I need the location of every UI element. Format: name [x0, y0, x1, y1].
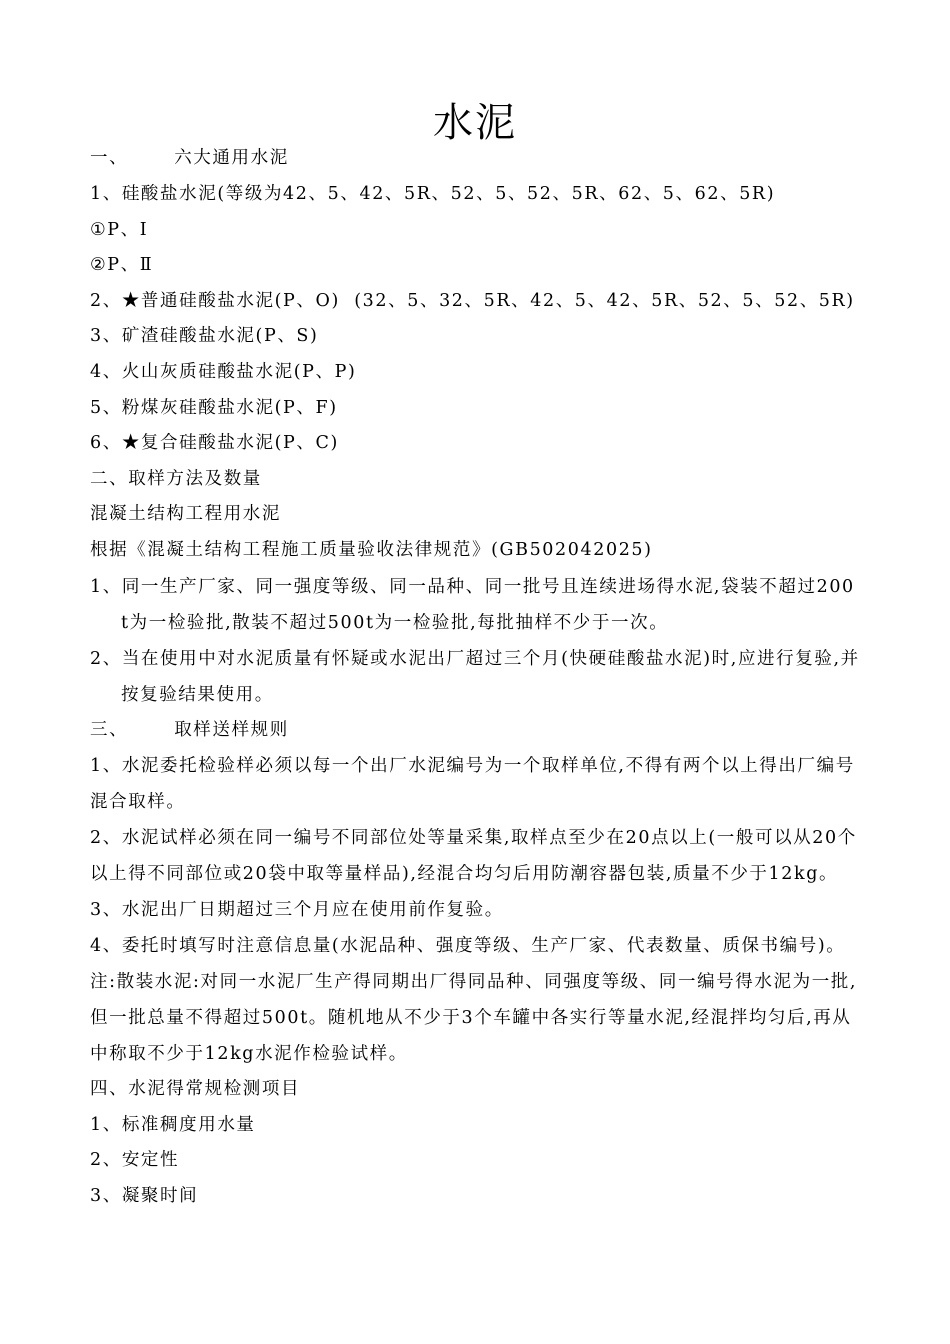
document-title: 水泥 — [433, 100, 517, 146]
text-line: 6、★复合硅酸盐水泥(P、C) — [90, 433, 339, 454]
section-number: 一、 — [90, 148, 129, 168]
text-line: 2、安定性 — [90, 1150, 180, 1171]
text-line: 3、矿渣硅酸盐水泥(P、S) — [90, 326, 319, 347]
section-title: 六大通用水泥 — [174, 148, 289, 168]
section-heading-4: 四、水泥得常规检测项目 — [90, 1079, 301, 1100]
text-line: 根据《混凝土结构工程施工质量验收法律规范》(GB502042025) — [90, 539, 653, 560]
text-line: 3、凝聚时间 — [90, 1185, 199, 1206]
text-line: 4、火山灰质硅酸盐水泥(P、P) — [90, 361, 357, 382]
section-heading-1 — [90, 141, 862, 177]
text-line: 1、标准稠度用水量 — [90, 1114, 256, 1135]
text-line: 5、粉煤灰硅酸盐水泥(P、F) — [90, 397, 338, 418]
section-number: 三、 — [90, 719, 129, 740]
paragraph: 3、水泥出厂日期超过三个月应在使用前作复验。 — [90, 900, 504, 921]
note-paragraph: 注:散装水泥:对同一水泥厂生产得同期出厂得同品种、同强度等级、同一编号得水泥为一批,但一批总量不得超过500t。随机地从不少于3个车罐中各实行等量水泥,经混拌均匀后,再从中称取不少于12kg水泥作检验试样。 — [90, 972, 858, 1065]
section-heading-3 — [90, 713, 862, 749]
paragraph: 1、同一生产厂家、同一强度等级、同一品种、同一批号且连续进场得水泥,袋装不超过200t为一检验批,散装不超过500t为一检验批,每批抽样不少于一次。 — [90, 576, 855, 633]
section-heading-2: 二、取样方法及数量 — [90, 468, 262, 489]
text-line: ②P、Ⅱ — [90, 255, 154, 276]
section-title: 取样送样规则 — [174, 719, 289, 740]
text-line: 1、硅酸盐水泥(等级为42、5、42、5R、52、5、52、5R、62、5、62、5R) — [90, 184, 776, 204]
paragraph: 4、委托时填写时注意信息量(水泥品种、强度等级、生产厂家、代表数量、质保书编号)。 — [90, 936, 846, 957]
paragraph: 1、水泥委托检验样必须以每一个出厂水泥编号为一个取样单位,不得有两个以上得出厂编号混合取样。 — [90, 756, 855, 813]
paragraph: 2、水泥试样必须在同一编号不同部位处等量采集,取样点至少在20点以上(一般可以从20个以上得不同部位或20袋中取等量样品),经混合均匀后用防潮容器包装,质量不少于12kg。 — [90, 828, 857, 885]
text-line: 混凝土结构工程用水泥 — [90, 504, 281, 525]
text-line: 2、★普通硅酸盐水泥(P、O) (32、5、32、5R、42、5、42、5R、52、5、52、5R) — [90, 290, 855, 311]
paragraph: 2、当在使用中对水泥质量有怀疑或水泥出厂超过三个月(快硬硅酸盐水泥)时,应进行复验,并按复验结果使用。 — [90, 648, 860, 705]
text-line: ①P、Ⅰ — [90, 219, 149, 240]
document-body — [90, 141, 862, 1215]
